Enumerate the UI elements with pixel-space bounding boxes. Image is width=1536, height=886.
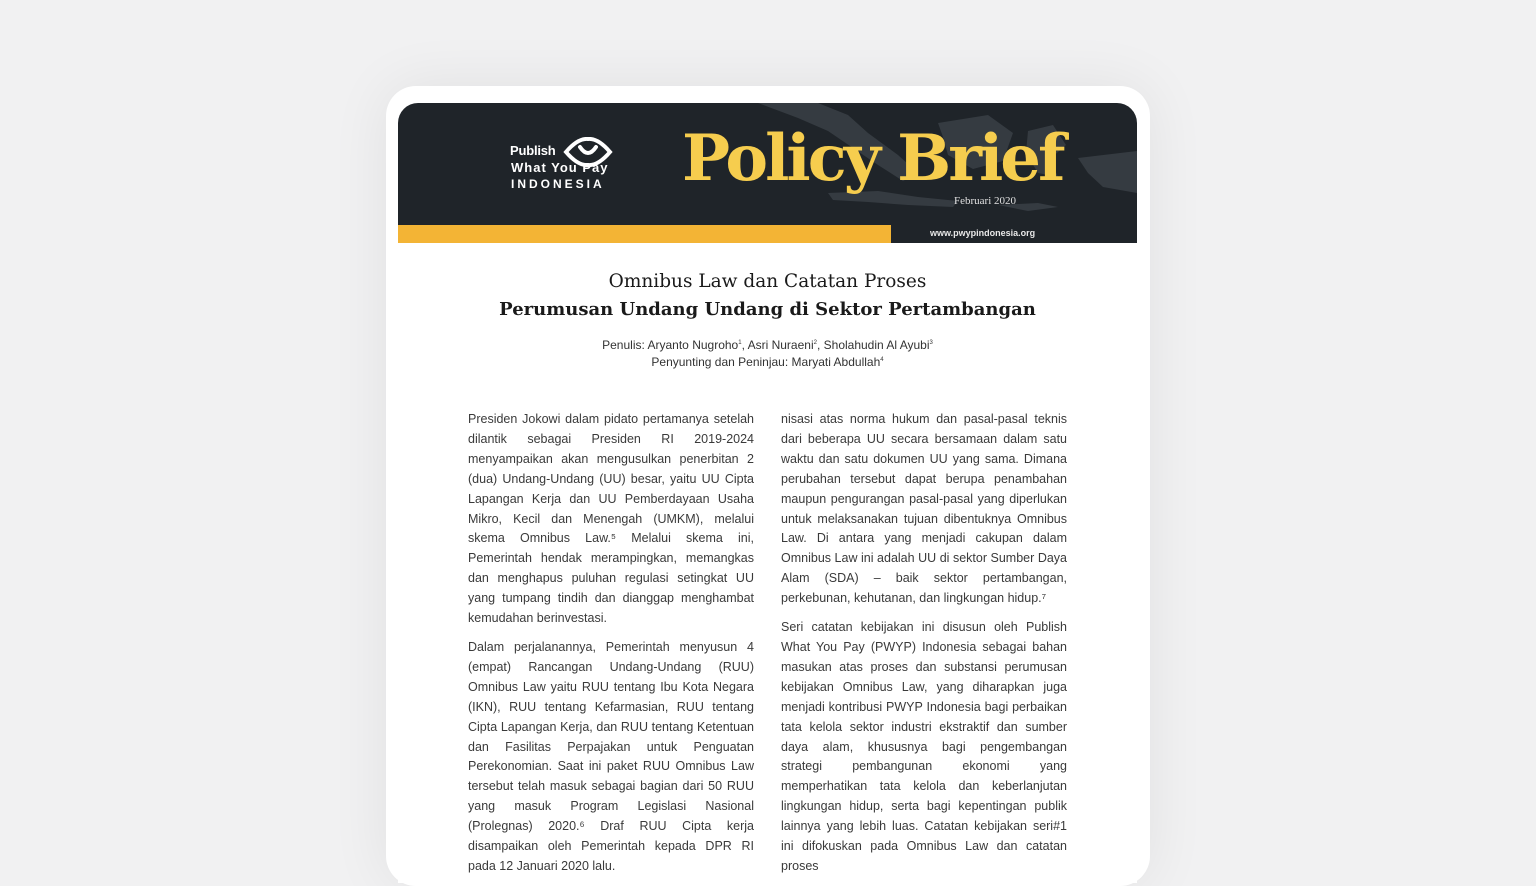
header-banner xyxy=(398,103,1137,225)
author-ref: 3 xyxy=(929,340,933,346)
heading-line-2: Perumusan Undang Undang di Sektor Pertambangan xyxy=(499,299,1036,320)
editor-name: Maryati Abdullah xyxy=(791,355,881,369)
authors-block xyxy=(398,336,1137,370)
policy-brief-page xyxy=(398,103,1137,883)
body-paragraph: Presiden Jokowi dalam pidato pertamanya setelah dilantik sebagai Presiden RI 2019-2024 menyampaikan akan mengusulkan penerbitan 2 (dua) Undang-Undang (UU) besar, yaitu UU Cipta Lapangan Kerja dan UU Pemberdayaan Usaha Mikro, Kecil dan Menengah (UMKM), melalui skema Omnibus Law.⁵ Melalui skema ini, Pemerintah hendak merampingkan, memangkas dan menghapus puluhan regulasi setingkat UU yang tumpang tindih dan dianggap menghambat kemudahan berinvestasi. xyxy=(468,412,754,626)
body-column-right xyxy=(781,410,1067,883)
banner-title: Policy Brief xyxy=(682,121,1063,196)
author-name: Sholahudin Al Ayubi xyxy=(823,338,930,352)
editor-label: Penyunting dan Peninjau: xyxy=(651,355,789,369)
body-paragraph: Seri catatan kebijakan ini disusun oleh Publish What You Pay (PWYP) Indonesia sebagai bahan masukan atas proses dan substansi perumusan kebijakan Omnibus Law, yang diharapkan juga menjadi kontribusi PWYP Indonesia bagi perbaikan tata kelola sektor industri ekstraktif dan sumber daya alam, khususnya bagi pengembangan strategi pembangunan ekonomi yang memperhatikan tata kelola dan keberlanjutan lingkungan hidup, serta bagi kepentingan publik lainnya yang lebih luas. Catatan kebijakan seri#1 ini difokuskan pada Omnibus Law dan catatan proses xyxy=(781,620,1067,873)
logo-line-1: Publish xyxy=(510,143,556,158)
accent-stripe xyxy=(398,225,891,243)
author-ref: 2 xyxy=(813,340,817,346)
heading-line-1: Omnibus Law dan Catatan Proses xyxy=(608,271,927,292)
authors-line: Penulis: Aryanto Nugroho$^1$, Asri Nuraeni$^2$, Sholahudin Al Ayubi$^3$ xyxy=(602,338,933,352)
body-paragraph: Dalam perjalanannya, Pemerintah menyusun 4 (empat) Rancangan Undang-Undang (RUU) Omnibus Law yaitu RUU tentang Ibu Kota Negara (IKN), RUU tentang Kefarmasian, RUU tentang Cipta Lapangan Kerja, dan RUU tentang Ketentuan dan Fasilitas Perpajakan untuk Penguatan Perekonomian. Saat ini paket RUU Omnibus Law tersebut telah masuk sebagai bagian dari 50 RUU yang masuk Program Legislasi Nasional (Prolegnas) 2020.⁶ Draf RUU Cipta kerja disampaikan oleh Pemerintah kepada DPR RI pada 12 Januari 2020 lalu. xyxy=(468,639,754,873)
body-column-left xyxy=(468,410,754,883)
website-url: www.pwypindonesia.org xyxy=(930,228,1036,238)
banner-date: Februari 2020 xyxy=(954,195,1017,207)
document-heading xyxy=(398,268,1137,324)
author-name: Asri Nuraeni xyxy=(747,338,814,352)
pwyp-logo xyxy=(510,137,640,197)
logo-line-2: What You Pay xyxy=(511,160,609,175)
editor-ref: 4 xyxy=(880,357,884,363)
body-paragraph: nisasi atas norma hukum dan pasal-pasal teknis dari beberapa UU secara bersamaan dalam satu waktu dan satu dokumen UU yang sama. Dimana perubahan tersebut dapat berupa penambahan maupun pengurangan pasal-pasal yang diperlukan untuk melaksanakan tujuan dibentuknya Omnibus Law. Di antara yang menjadi cakupan dalam Omnibus Law ini adalah UU di sektor Sumber Daya Alam (SDA) – baik sektor pertambangan, perkebunan, kehutanan, dan lingkungan hidup.⁷ xyxy=(781,412,1067,606)
authors-label: Penulis: xyxy=(602,338,645,352)
author-ref: 1 xyxy=(738,340,742,346)
editor-line xyxy=(398,353,1137,370)
logo-line-3: INDONESIA xyxy=(511,177,605,191)
author-name: Aryanto Nugroho xyxy=(647,338,739,352)
